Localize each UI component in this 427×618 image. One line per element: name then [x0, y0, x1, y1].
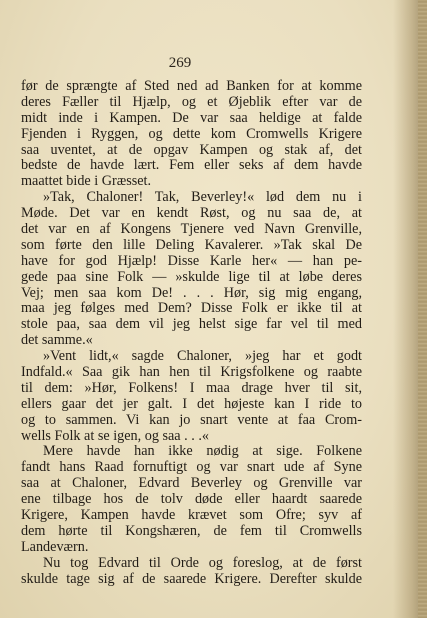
text-line: Landeværn.	[21, 538, 89, 555]
text-line: Nu tog Edvard til Orde og foreslog, at de først	[43, 554, 362, 571]
text-line: som førte den lille Deling Kavalerer. »Tak skal De	[21, 236, 362, 253]
text-line: Indfald.« Saa gik han hen til Krigsfolkene og raabte	[21, 364, 362, 381]
text-line: saa at Chaloner, Edvard Beverley og Grenville var	[21, 475, 362, 492]
text-line: ellers gaar det jer galt. I det højeste kan I ride to	[21, 395, 362, 412]
text-line: Mere havde han ikke nødig at sige. Folkene	[43, 443, 362, 460]
text-line: gede paa sine Folk — »skulde lige til at løbe deres	[21, 268, 362, 285]
text-line: midt inde i Kampen. De var saa heldige at falde	[21, 109, 362, 126]
text-line: dem hørte til Kongshæren, de fem til Cromwells	[21, 522, 362, 539]
text-line: Vej; men saa kom De! . . . Hør, sig mig engang,	[21, 284, 362, 301]
text-line: og to sammen. Vi kan jo snart vente at faa Crom-	[21, 411, 362, 428]
text-line: maa jeg følges med Dem? Disse Folk er ikke til at	[21, 300, 362, 317]
text-line: saa uventet, at de opgav Kampen og stak af, det	[21, 141, 362, 158]
text-line: »Vent lidt,« sagde Chaloner, »jeg har et godt	[43, 348, 362, 365]
text-line: ene tilbage hos de tolv døde eller haardt saarede	[21, 491, 362, 508]
page-number: 269	[168, 55, 192, 71]
text-line: wells Folk at se igen, og saa . . .«	[21, 427, 209, 444]
text-line: det var en af Kongens Tjenere ved Navn Grenville,	[21, 221, 362, 238]
text-line: fandt hans Raad fornuftigt og var snart ude af Syne	[21, 459, 362, 476]
text-line: maattet bide i Græsset.	[21, 173, 152, 190]
text-line: have for god Hjælp! Disse Karle her« — han pe-	[21, 252, 362, 269]
text-line: »Tak, Chaloner! Tak, Beverley!« lød dem nu i	[43, 189, 362, 206]
text-line: til dem: »Hør, Folkens! I maa drage hver til sit,	[21, 379, 362, 396]
text-line: Krigere, Kampen havde krævet som Ofre; syv af	[21, 507, 362, 524]
text-line: stole paa, saa dem vil jeg helst sige far vel til med	[21, 316, 362, 333]
text-line: Møde. Det var en kendt Røst, og nu saa de, at	[21, 205, 362, 222]
page-edge	[418, 0, 427, 618]
text-line: Fjenden i Ryggen, og dette kom Cromwells Krigere	[21, 125, 362, 142]
text-line: bedste de havde lært. Fem eller seks af dem havde	[21, 157, 362, 174]
page-text	[21, 79, 362, 588]
text-line: før de sprængte af Sted ned ad Banken for at komme	[21, 78, 362, 94]
text-line: deres Fæller til Hjælp, og et Øjeblik efter var de	[21, 93, 362, 110]
text-line: skulde tage sig af de saarede Krigere. Derefter skulde	[21, 570, 362, 587]
text-line: det samme.«	[21, 332, 93, 349]
